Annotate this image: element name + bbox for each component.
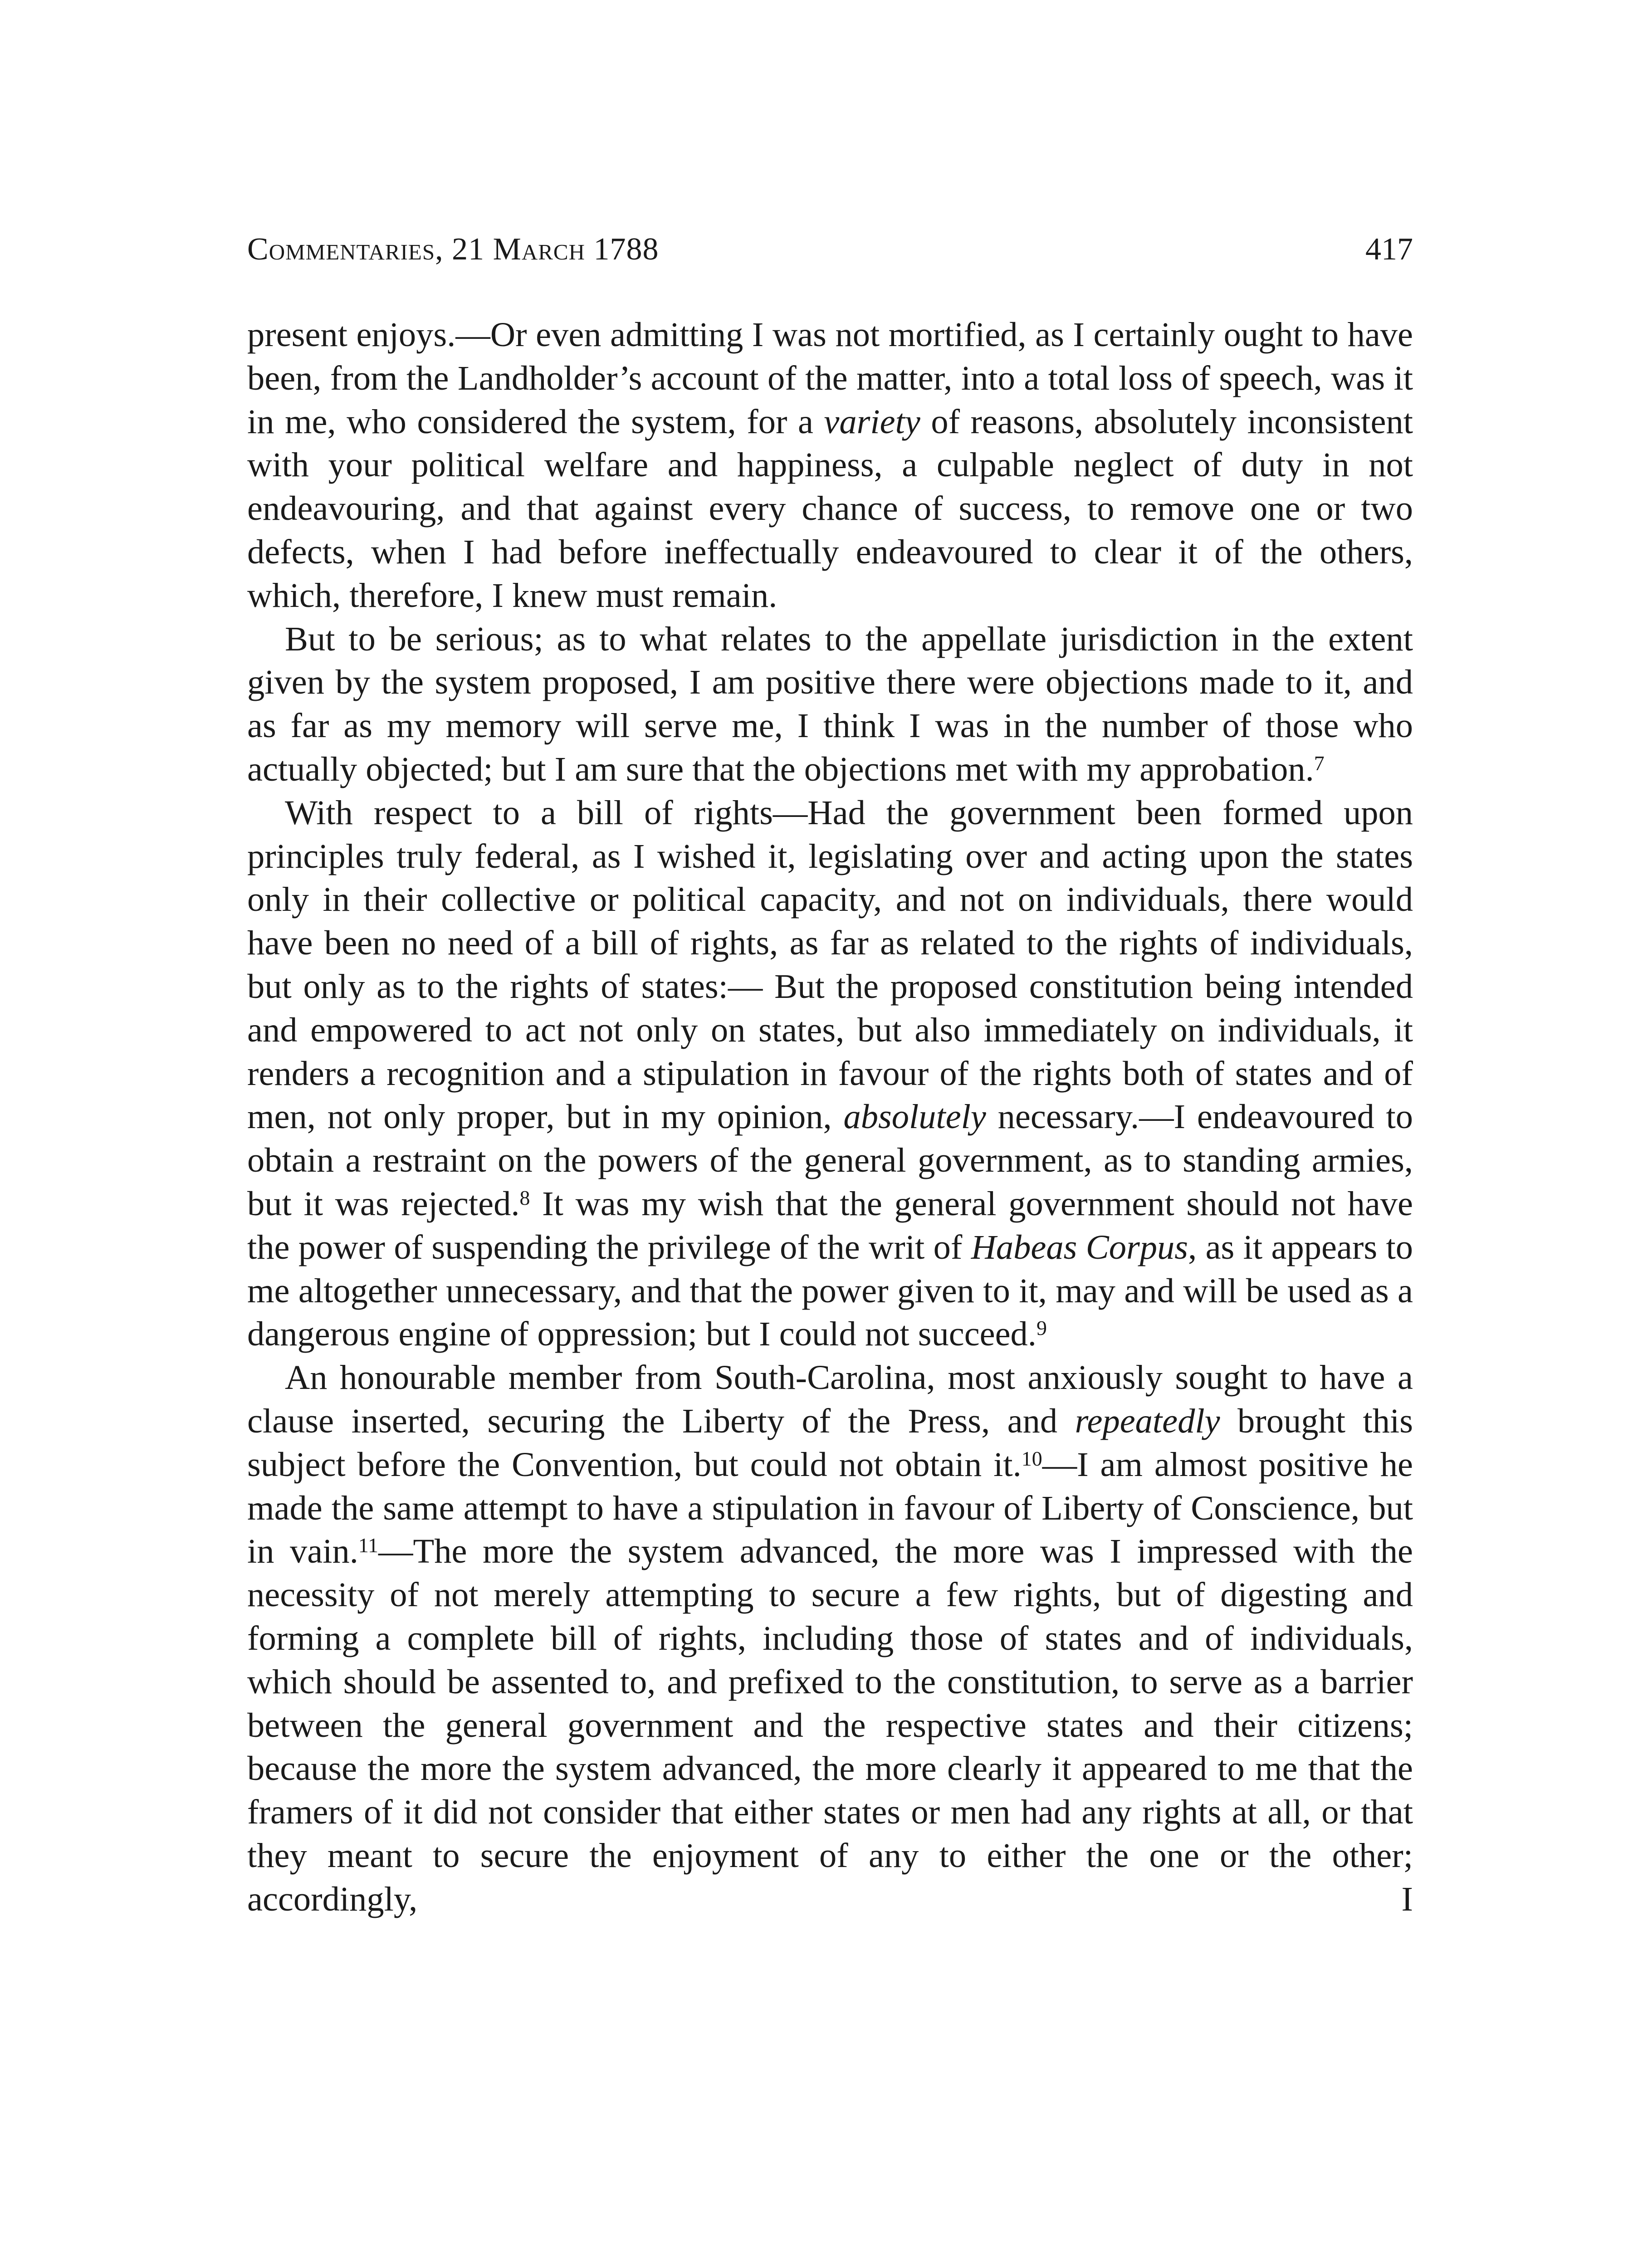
footnote-reference: 10 — [1021, 1447, 1042, 1470]
paragraph — [247, 1356, 1413, 1921]
italic-text: Habeas Corpus — [971, 1227, 1188, 1266]
page-number: 417 — [1365, 232, 1413, 267]
text-run: With respect to a bill of rights—Had the government been formed upon principles truly federal, as I wished it, legislating over and acting upon the states only in their collective or political capacity, and not on individuals, there would have been no need of a bill of rights, as far as related to the rights of individuals, but only as to the rights of states:— But the proposed constitution being intended and empowered to act not only on states, but also immediately on individuals, it renders a recognition and a stipulation in favour of the rights both of states and of men, not only proper, but in my opinion, — [247, 793, 1413, 1136]
text-run: present enjoys.—Or even admitting I was not mortified, as I certainly ought to have been, from the Landholder’s account of the matter, into a total loss of speech, was it in me, who considered the system, for a — [247, 315, 1413, 441]
body-text — [247, 313, 1413, 1921]
text-run: , as it appears to me altogether unnecessary, and that the power given to it, may and will be used as a dangerous engine of oppression; but I could not succeed. — [247, 1227, 1413, 1354]
footnote-reference: 11 — [358, 1534, 379, 1557]
text-run: brought this subject before the Convention, but could not obtain it. — [247, 1401, 1413, 1484]
text-run: necessary.—I endeavoured to obtain a restraint on the powers of the general government, as to standing armies, but it was rejected. — [247, 1097, 1413, 1223]
running-head-title: Commentaries, 21 March 1788 — [247, 232, 659, 267]
text-run: But to be serious; as to what relates to the appellate jurisdiction in the extent given by the system proposed, I am positive there were objections made to it, and as far as my memory will serve me, I think I was in the number of those who actually objected; but I am sure that the objections met with my approbation. — [247, 619, 1413, 788]
text-run: An honourable member from South-Carolina, most anxiously sought to have a clause inserted, securing the Liberty of the Press, and — [247, 1358, 1413, 1440]
paragraph — [247, 617, 1413, 791]
footnote-reference: 8 — [519, 1186, 530, 1209]
footnote-reference: 9 — [1036, 1316, 1047, 1340]
footnote-reference: 7 — [1314, 752, 1325, 775]
italic-text: repeatedly — [1075, 1401, 1220, 1440]
paragraph — [247, 313, 1413, 617]
paragraph — [247, 791, 1413, 1356]
text-run: —I am almost positive he made the same attempt to have a stipulation in favour of Liberty of Conscience, but in vain. — [247, 1445, 1413, 1571]
text-run: It was my wish that the general government should not have the power of suspending the privilege of the writ of — [247, 1184, 1413, 1266]
italic-text: absolutely — [843, 1097, 986, 1136]
running-head — [247, 225, 1413, 274]
text-run: of reasons, absolutely inconsistent with your political welfare and happiness, a culpable neglect of duty in not endeavouring, and that against every chance of success, to remove one or two defects, when I had before ineffectually endeavoured to clear it of the others, which, therefore, I knew must remain. — [247, 402, 1413, 615]
italic-text: variety — [824, 402, 920, 441]
text-run: —The more the system advanced, the more was I impressed with the necessity of not merely attempting to secure a few rights, but of digesting and forming a complete bill of rights, including those of states and of individuals, which should be assented to, and prefixed to the constitution, to serve as a barrier between the general government and the respective states and their citizens; because the more the system advanced, the more clearly it appeared to me that the framers of it did not consider that either states or men had any rights at all, or that they meant to secure the enjoyment of any to either the one or the other; accordingly, I — [247, 1532, 1413, 1918]
